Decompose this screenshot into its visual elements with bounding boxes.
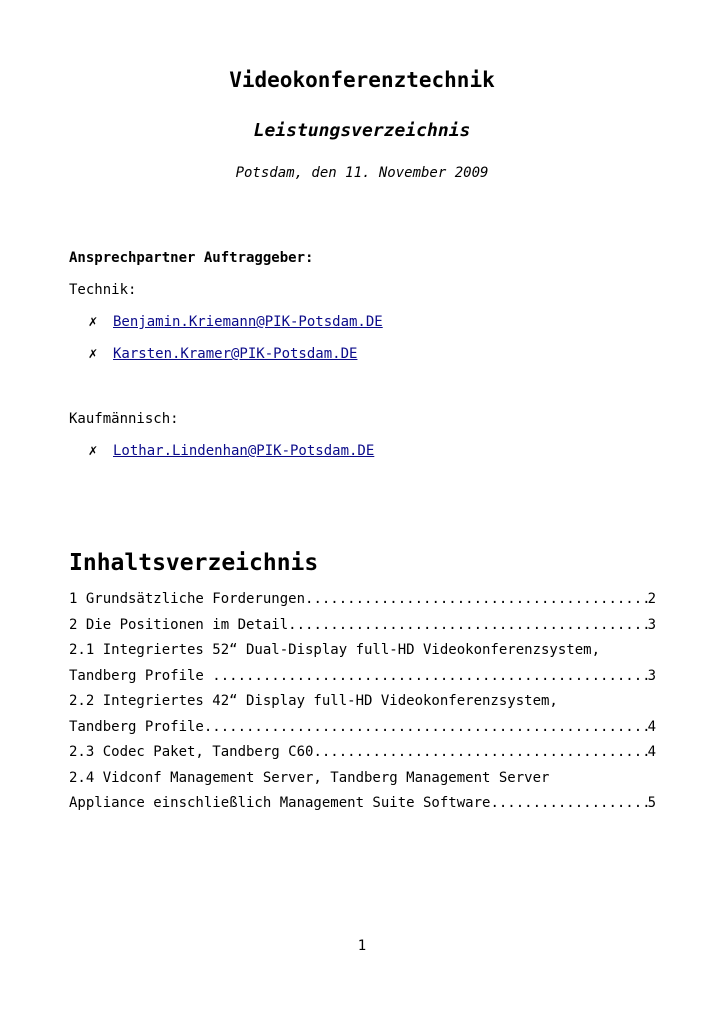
email-link-lindenhan[interactable]: Lothar.Lindenhan@PIK-Potsdam.DE: [113, 443, 375, 459]
toc-entry-text: Appliance einschließlich Management Suite Software: [69, 795, 491, 811]
toc-page-number: 2: [647, 591, 656, 607]
toc-page-number: 4: [647, 718, 656, 735]
toc-page-number: 3: [647, 616, 656, 633]
toc-leader: [288, 617, 647, 643]
toc-entry[interactable]: [69, 744, 656, 770]
email-link-kramer[interactable]: Karsten.Kramer@PIK-Potsdam.DE: [113, 346, 358, 362]
page-number: 1: [357, 938, 367, 954]
toc-entry-text: 2.1 Integriertes 52“ Dual-Display full-HD Videokonferenzsystem,: [69, 642, 601, 658]
toc-entry[interactable]: [69, 770, 656, 796]
toc-entry[interactable]: [69, 693, 656, 719]
toc-entry-continuation[interactable]: [69, 795, 656, 821]
toc-leader: [313, 744, 647, 770]
technik-list: [69, 314, 669, 378]
toc-entry-text: 2.4 Vidconf Management Server, Tandberg Management Server: [69, 769, 550, 786]
list-item: [69, 314, 669, 346]
table-of-contents: [69, 591, 656, 821]
toc-entry-continuation[interactable]: [69, 719, 656, 745]
toc-page-number: 3: [647, 667, 656, 684]
toc-entry-text: 1 Grundsätzliche Forderungen: [69, 591, 306, 607]
cross-bullet-icon: ✗: [88, 347, 99, 361]
toc-entry[interactable]: [69, 642, 656, 668]
kaufmaennisch-list: [69, 443, 669, 475]
cross-bullet-icon: ✗: [88, 315, 99, 329]
toc-leader: [490, 795, 647, 821]
toc-entry-continuation[interactable]: [69, 668, 656, 694]
toc-entry-text: 2.2 Integriertes 42“ Display full-HD Videokonferenzsystem,: [69, 693, 558, 709]
technik-label: Technik:: [69, 282, 137, 298]
email-link-kriemann[interactable]: Benjamin.Kriemann@PIK-Potsdam.DE: [113, 314, 383, 330]
list-item: [69, 443, 669, 475]
toc-entry-text: 2.3 Codec Paket, Tandberg C60: [69, 744, 314, 760]
toc-leader: [212, 668, 647, 694]
toc-entry[interactable]: [69, 591, 656, 617]
list-item: [69, 346, 669, 378]
contacts-heading: Ansprechpartner Auftraggeber:: [69, 250, 314, 266]
dateline: Potsdam, den 11. November 2009: [235, 165, 489, 181]
document-subtitle: Leistungsverzeichnis: [253, 120, 471, 141]
document-title: Videokonferenztechnik: [229, 68, 495, 92]
toc-leader: [204, 719, 648, 745]
cross-bullet-icon: ✗: [88, 444, 99, 458]
toc-page-number: 5: [647, 795, 656, 811]
toc-entry[interactable]: [69, 617, 656, 643]
toc-page-number: 4: [647, 744, 656, 760]
toc-entry-text: 2 Die Positionen im Detail: [69, 616, 289, 633]
toc-heading: Inhaltsverzeichnis: [69, 550, 319, 576]
kaufmaennisch-label: Kaufmännisch:: [69, 411, 179, 427]
toc-leader: [305, 591, 648, 617]
toc-entry-text: Tandberg Profile: [69, 667, 213, 684]
contacts-section: [69, 250, 669, 475]
toc-entry-text: Tandberg Profile: [69, 718, 204, 735]
